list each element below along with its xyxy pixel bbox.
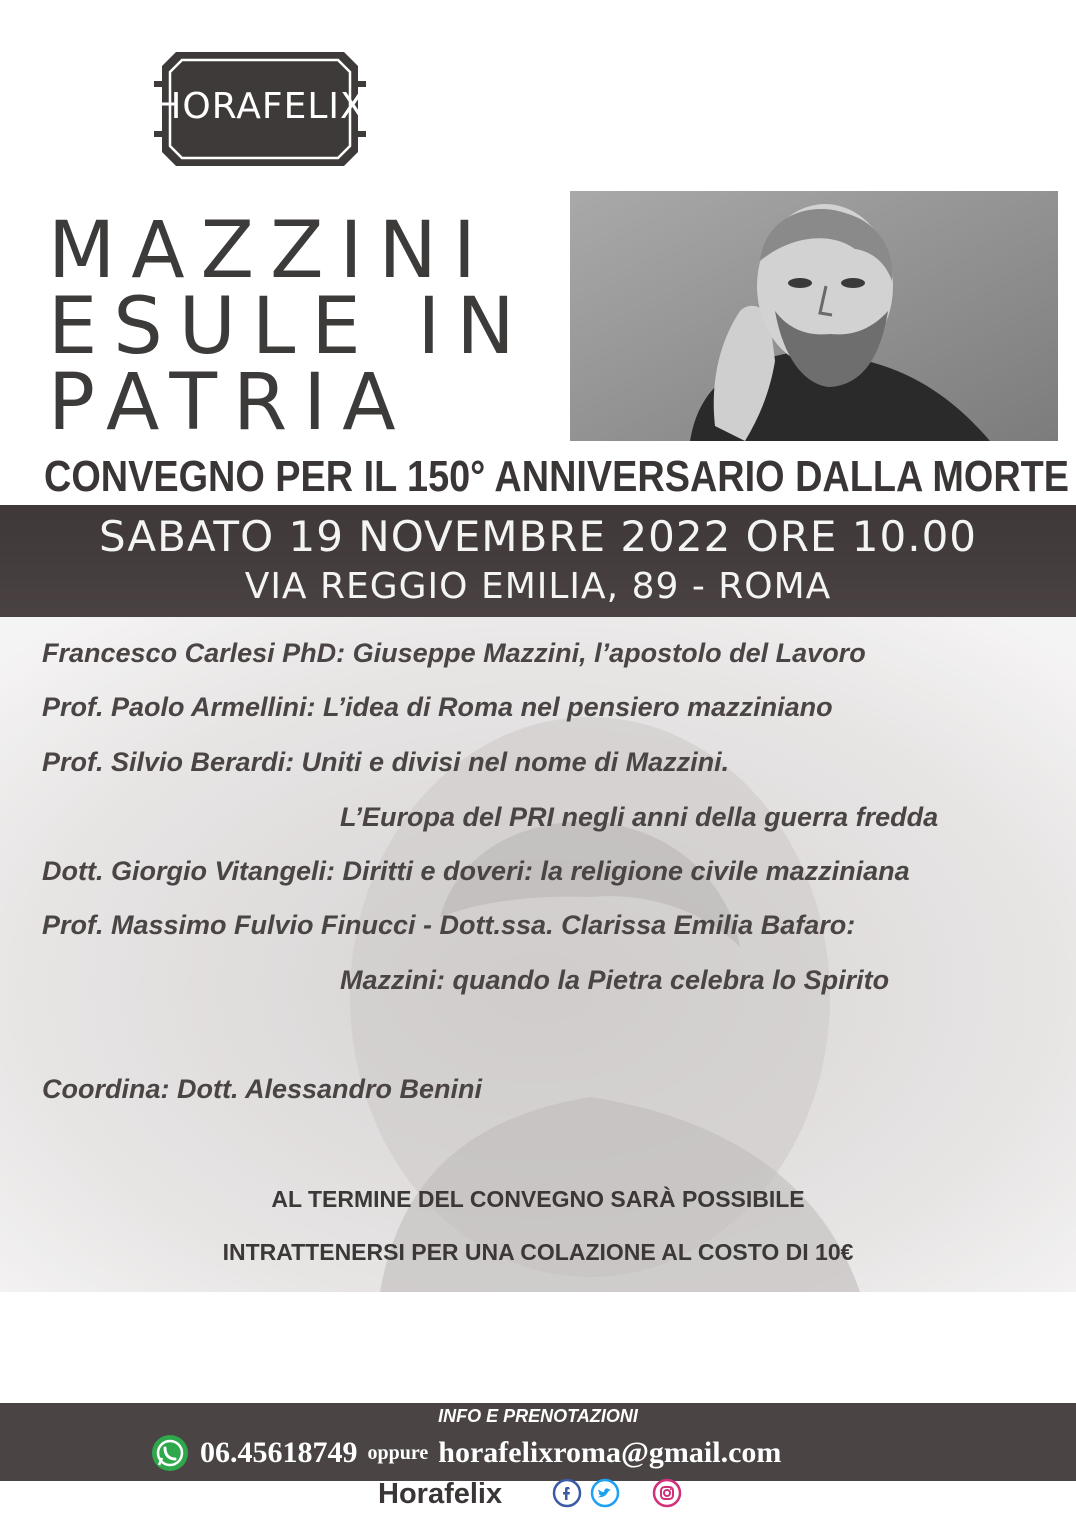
contact-line <box>150 1431 781 1475</box>
program-item-continuation: L’Europa del PRI negli anni della guerra fredda <box>340 802 939 832</box>
whatsapp-icon[interactable] <box>150 1433 190 1473</box>
subtitle: CONVEGNO PER IL 150° ANNIVERSARIO DALLA MORTE <box>44 452 1070 501</box>
program-item: Prof. Silvio Berardi: Uniti e divisi nel nome di Mazzini. <box>42 747 730 777</box>
logo-text: HORAFELIX <box>154 86 366 127</box>
brand-name: Horafelix <box>378 1478 503 1510</box>
oppure-text: oppure <box>367 1441 429 1464</box>
program-item: Francesco Carlesi PhD: Giuseppe Mazzini, l’apostolo del Lavoro <box>42 638 866 668</box>
twitter-icon[interactable] <box>590 1478 620 1508</box>
title-line-2: ESULE IN <box>48 282 531 372</box>
email-address[interactable]: horafelixroma@gmail.com <box>438 1436 782 1469</box>
info-label: INFO E PRENOTAZIONI <box>438 1406 638 1426</box>
coordinator: Coordina: Dott. Alessandro Benini <box>42 1074 483 1104</box>
program-item: Prof. Paolo Armellini: L’idea di Roma nel pensiero mazziniano <box>42 692 833 722</box>
closing-line-2: INTRATTENERSI PER UNA COLAZIONE AL COSTO DI 10€ <box>222 1239 854 1265</box>
event-date-time: SABATO 19 NOVEMBRE 2022 ORE 10.00 <box>98 512 978 561</box>
title-line-1: MAZZINI <box>48 206 492 296</box>
instagram-icon[interactable] <box>652 1478 682 1508</box>
program-item: Prof. Massimo Fulvio Finucci - Dott.ssa. Clarissa Emilia Bafaro: <box>42 910 856 940</box>
facebook-icon[interactable] <box>552 1478 582 1508</box>
title-line-3: PATRIA <box>48 358 412 448</box>
closing-line-1: AL TERMINE DEL CONVEGNO SARÀ POSSIBILE <box>271 1186 805 1212</box>
mazzini-portrait <box>570 191 1058 441</box>
phone-number[interactable]: 06.45618749 <box>200 1436 358 1469</box>
program-item-continuation: Mazzini: quando la Pietra celebra lo Spirito <box>340 965 890 995</box>
event-address: VIA REGGIO EMILIA, 89 - ROMA <box>244 566 832 607</box>
program-item: Dott. Giorgio Vitangeli: Diritti e doveri: la religione civile mazziniana <box>42 856 910 886</box>
